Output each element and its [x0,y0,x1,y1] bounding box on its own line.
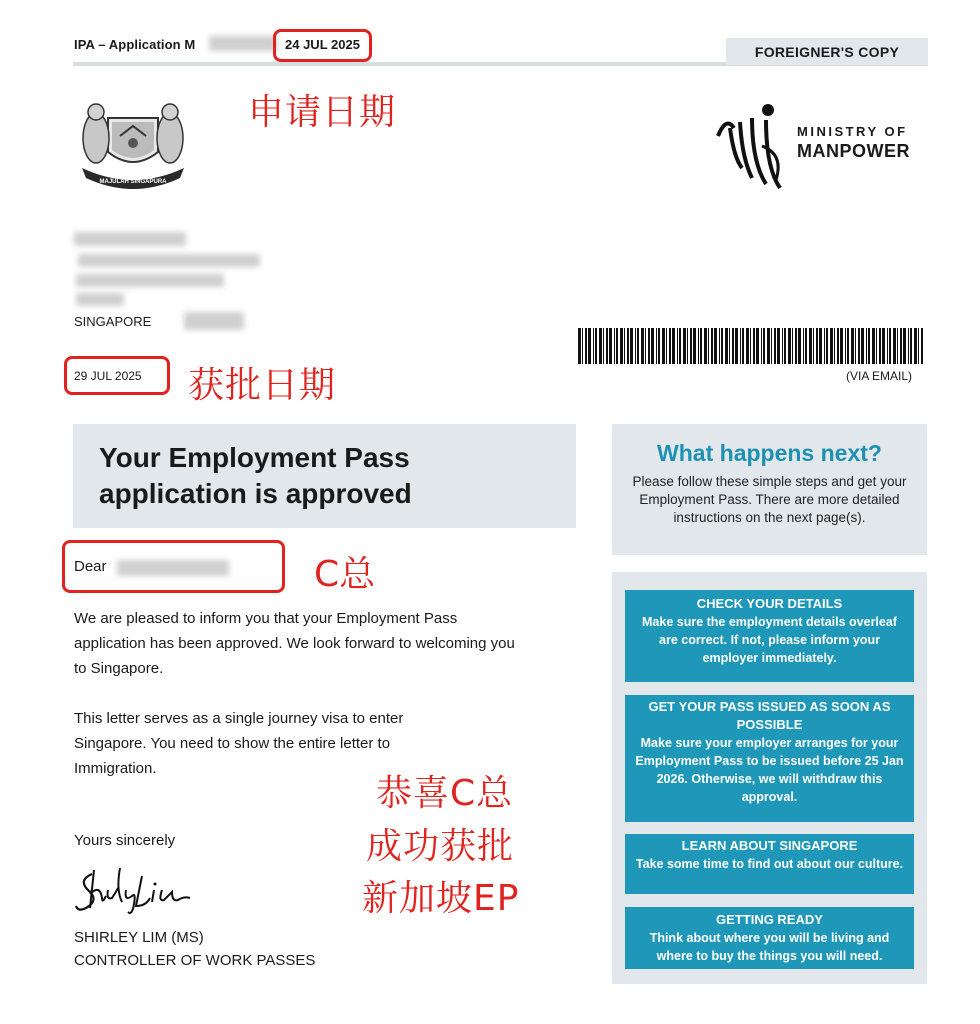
barcode-bar [641,328,644,364]
barcode-bar [879,328,881,364]
next-steps-intro [612,424,927,555]
barcode-bar [750,328,751,364]
barcode-bar [578,328,581,364]
next-steps-body: Please follow these simple steps and get your Employment Pass. There are more detailed instructions on the next page(s). [632,474,907,525]
barcode-bar [693,328,696,364]
next-steps-title: What happens next? [657,440,882,466]
barcode-bar [746,328,749,364]
barcode-bar [792,328,793,364]
redacted-address-line1 [78,254,260,267]
barcode-bar [803,328,804,364]
barcode-bar [740,328,741,364]
barcode-bar [788,328,791,364]
barcode-bar [908,328,909,364]
barcode-bar [672,328,675,364]
address-country: SINGAPORE [74,314,152,329]
ministry-name-line1: MINISTRY OF [797,124,908,139]
letter-paragraph-1: We are pleased to inform you that your Employment Pass application has been approved. We look forward to welcoming you to Singapore. [74,610,515,677]
barcode-bar [826,328,828,364]
barcode-bar [767,328,770,364]
barcode-bar [656,328,657,364]
barcode-bar [798,328,801,364]
barcode-bar [725,328,728,364]
barcode-bar [868,328,870,364]
barcode-bar [677,328,678,364]
svg-text:MAJULAH SINGAPURA: MAJULAH SINGAPURA [99,179,167,185]
barcode-bar [651,328,654,364]
barcode-bar [669,328,671,364]
dear-annotation: C总 [314,554,376,595]
barcode-bar [761,328,762,364]
barcode-bar [784,328,786,364]
barcode-bar [582,328,583,364]
barcode-bar [858,328,860,364]
barcode-bar [903,328,906,364]
barcode-bar [840,328,843,364]
barcode-bar [616,328,618,364]
barcode-bar [861,328,864,364]
barcode-bar [889,328,891,364]
approval-date: 29 JUL 2025 [74,369,142,383]
letter-paragraph-2: This letter serves as a single journey visa to enter Singapore. You need to show the entire letter to Immigration. [74,710,404,777]
redacted-address-line3 [76,293,124,306]
barcode-bar [645,328,646,364]
step-learn-singapore [625,834,914,894]
step-getting-ready [625,907,914,969]
application-ref-label: IPA – Application M [74,37,196,52]
barcode-bar [630,328,633,364]
step-heading: GETTING READY [716,912,823,927]
barcode-bar [735,328,738,364]
barcode-bar [599,328,602,364]
congrats-annotation-line2: 成功获批 [366,826,515,867]
barcode-bar [635,328,636,364]
barcode-bar [662,328,665,364]
congrats-annotation-line3: 新加坡EP [362,878,520,919]
mom-logo-icon [712,98,792,194]
barcode-bar [620,328,623,364]
step-get-pass-issued [625,695,914,822]
barcode-bar [742,328,744,364]
signatory-title: CONTROLLER OF WORK PASSES [74,952,316,969]
barcode-bar [763,328,765,364]
redacted-postal-code [184,312,244,330]
ministry-name-line2: MANPOWER [797,141,910,161]
barcode-bar [872,328,875,364]
barcode-bar [816,328,818,364]
barcode-bar [756,328,759,364]
barcode-bar [830,328,833,364]
barcode-bar [777,328,780,364]
barcode-bar [782,328,783,364]
step-heading: LEARN ABOUT SINGAPORE [681,838,858,853]
barcode-bar [711,328,713,364]
barcode-bar [666,328,667,364]
redacted-recipient-name [117,560,229,576]
congrats-annotation-line1: 恭喜C总 [376,773,514,814]
barcode-bar [845,328,846,364]
barcode-bar [795,328,797,364]
barcode-bar [679,328,681,364]
barcode-bar [819,328,822,364]
step-heading: CHECK YOUR DETAILS [696,596,843,611]
barcode-bar [687,328,688,364]
barcode-bar [771,328,772,364]
barcode-bar [774,328,776,364]
barcode-bar [648,328,650,364]
barcode-bar [847,328,849,364]
apply-date-annotation: 申请日期 [248,92,397,133]
barcode-bar [609,328,612,364]
barcode-bar [698,328,699,364]
barcode-bar [910,328,912,364]
barcode-bar [588,328,591,364]
signatory-name: SHIRLEY LIM (MS) [74,929,204,946]
barcode-bar [690,328,692,364]
barcode-bar [834,328,835,364]
barcode-bar [851,328,854,364]
delivery-method: (VIA EMAIL) [846,369,913,383]
approval-title: Your Employment Pass application is approved [99,442,412,509]
barcode-bar [805,328,807,364]
barcode-bar [732,328,734,364]
barcode-bar [809,328,812,364]
barcode-bar [855,328,856,364]
step-text: Make sure your employer arranges for your Employment Pass to be issued before 25 Jan 2026. Otherwise, we will withdraw this approval. [635,736,904,804]
barcode-bar [704,328,707,364]
barcode-bar [714,328,717,364]
barcode-bar [595,328,597,364]
barcode-bar [753,328,755,364]
barcode-bar [876,328,877,364]
barcode-bar [593,328,594,364]
redacted-address-line2 [76,274,224,287]
salutation: Dear [74,558,107,575]
signature [72,862,206,920]
barcode-bar [900,328,902,364]
barcode-bar [893,328,896,364]
barcode-bar [708,328,709,364]
crest-motto [74,168,192,188]
barcode-bar [624,328,625,364]
step-check-details [625,590,914,682]
barcode-bar [882,328,885,364]
step-text: Think about where you will be living and where to buy the things you will need. [649,931,890,963]
step-text: Take some time to find out about our culture. [635,857,904,871]
barcode-bar [637,328,639,364]
barcode-bar [918,328,919,364]
application-date: 24 JUL 2025 [285,37,360,52]
barcode-bar [606,328,608,364]
closing: Yours sincerely [74,832,176,849]
barcode-bar [721,328,723,364]
barcode-bar [824,328,825,364]
barcode-bar [627,328,629,364]
barcode-bar [914,328,917,364]
step-text: Make sure the employment details overleaf are correct. If not, please inform your employer immediately. [642,615,897,665]
redacted-name [74,232,186,246]
barcode [578,328,924,364]
barcode-bar [866,328,867,364]
barcode-bar [921,328,923,364]
foreigners-copy-label: FOREIGNER'S COPY [726,38,928,65]
barcode-bar [897,328,898,364]
barcode-bar [683,328,686,364]
barcode-bar [614,328,615,364]
step-heading: GET YOUR PASS ISSUED AS SOON AS POSSIBLE [648,699,891,732]
barcode-bar [700,328,702,364]
redacted-ref-number [209,36,277,51]
barcode-bar [813,328,814,364]
barcode-bar [887,328,888,364]
barcode-bar [658,328,660,364]
approve-date-annotation: 获批日期 [188,365,337,406]
barcode-bar [729,328,730,364]
barcode-bar [719,328,720,364]
barcode-bar [585,328,587,364]
barcode-bar [837,328,839,364]
barcode-bar [603,328,604,364]
